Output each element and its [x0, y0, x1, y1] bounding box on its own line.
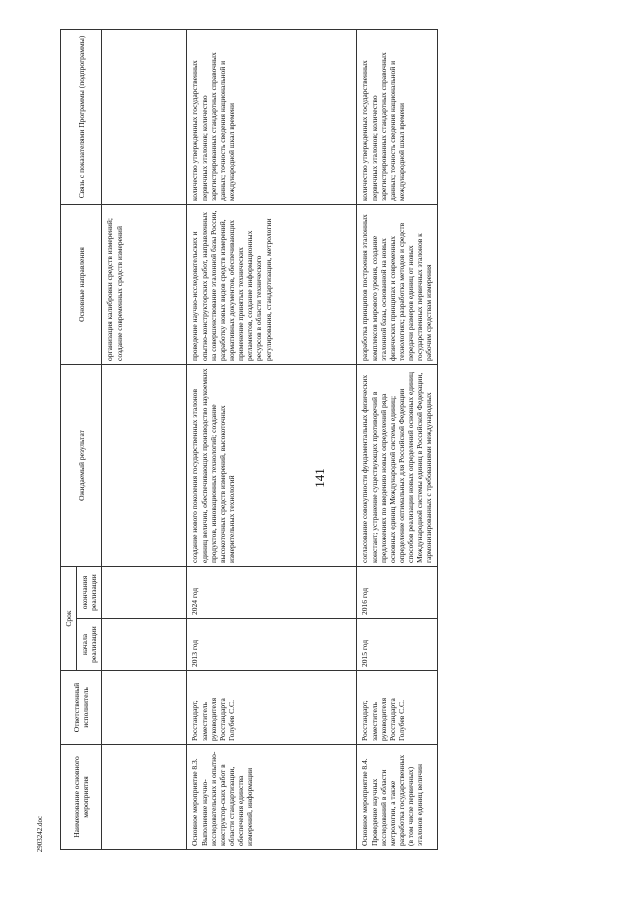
header-name: Наименование основного мероприятия: [61, 745, 102, 850]
cell-name: Основное мероприятие 8.3. Выполнение научно-исследовательских и опытно-конструктор-ских работ в области стандартизации, обеспечения единства измерений, информации: [187, 745, 357, 850]
cell-executor: Росстандарт, заместитель руководителя Росстандарта Голубев С.С.: [187, 671, 357, 745]
cell-start: 2013 год: [187, 619, 357, 671]
measures-table: [60, 29, 438, 850]
cell-executor: Росстандарт, заместитель руководителя Росстандарта Голубев С.С.: [357, 671, 437, 745]
header-result: Ожидаемый результат: [61, 365, 102, 567]
header-start: начала реализации: [77, 619, 102, 671]
cell-empty: [102, 671, 187, 745]
cell-empty: [102, 619, 187, 671]
cell-empty: [102, 365, 187, 567]
cell-directions: организация калибровки средств измерений; создание современных средств измерений: [102, 205, 187, 365]
cell-result: создание нового поколения государственных эталонов единиц величин, обеспечивающих производство наукоемких продуктов, инновационных технологий; создание высокоточных средств измерений, высокоточных измерительных технологий: [187, 365, 357, 567]
header-row: [61, 30, 77, 850]
cell-result: согласование совокупности фундаментальных физических констант; устранение существующих противоречий в предложениях по введению новых определений ряда основных единиц Международной системы единиц; определение оптимальных для Российской Федерации способов реализации новых определений основных единиц Международной системы единиц в Российской Федерации, гармонизированных с требованиями международных: [357, 365, 437, 567]
rotated-table-container: [60, 30, 490, 850]
header-executor: Ответственный исполнитель: [61, 671, 102, 745]
table-row: [187, 30, 357, 850]
cell-empty: [102, 30, 187, 205]
table-row-continuation: [102, 30, 187, 850]
cell-end: 2016 год: [357, 567, 437, 619]
header-term: Срок: [61, 567, 77, 671]
cell-empty: [102, 745, 187, 850]
table-row: [357, 30, 437, 850]
cell-empty: [102, 567, 187, 619]
cell-directions: разработка принципов построения эталонных комплексов мирового уровня, создание эталонной базы, основанной на новых физических принципах и современных технологиях; разработка методов и средств передачи размеров единиц от новых государственных первичных эталонов к рабочим средствам измерения: [357, 205, 437, 365]
cell-link: количество утвержденных государственных первичных эталонов; количество зарегистрированных стандартных справочных данных; точность сведения национальной и международной шкал времени: [187, 30, 357, 205]
cell-directions: проведение научно-исследовательских и опытно-конструкторских работ, направленных на совершенствование эталонной базы России, разработку новых видов средств измерений, нормативных документов, обеспечивающих применение принятых технических регламентов, создание информационных ресурсов в области технического регулирования, стандартизации, метрологии: [187, 205, 357, 365]
document-code: 2903242.doc: [36, 815, 44, 853]
header-end: окончания реализации: [77, 567, 102, 619]
header-directions: Основные направления: [61, 205, 102, 365]
cell-end: 2024 год: [187, 567, 357, 619]
header-link: Связь с показателями Программы (подпрограммы): [61, 30, 102, 205]
cell-start: 2015 год: [357, 619, 437, 671]
page-number: 141: [312, 468, 327, 488]
cell-name: Основное мероприятие 8.4. Проведение научных исследований в области метрологии, а также разработка государственных (в том числе первичных) эталонов единиц величин: [357, 745, 437, 850]
cell-link: количество утвержденных государственных первичных эталонов; количество зарегистрированных стандартных справочных данных; точность сведения национальной и международной шкал времени: [357, 30, 437, 205]
